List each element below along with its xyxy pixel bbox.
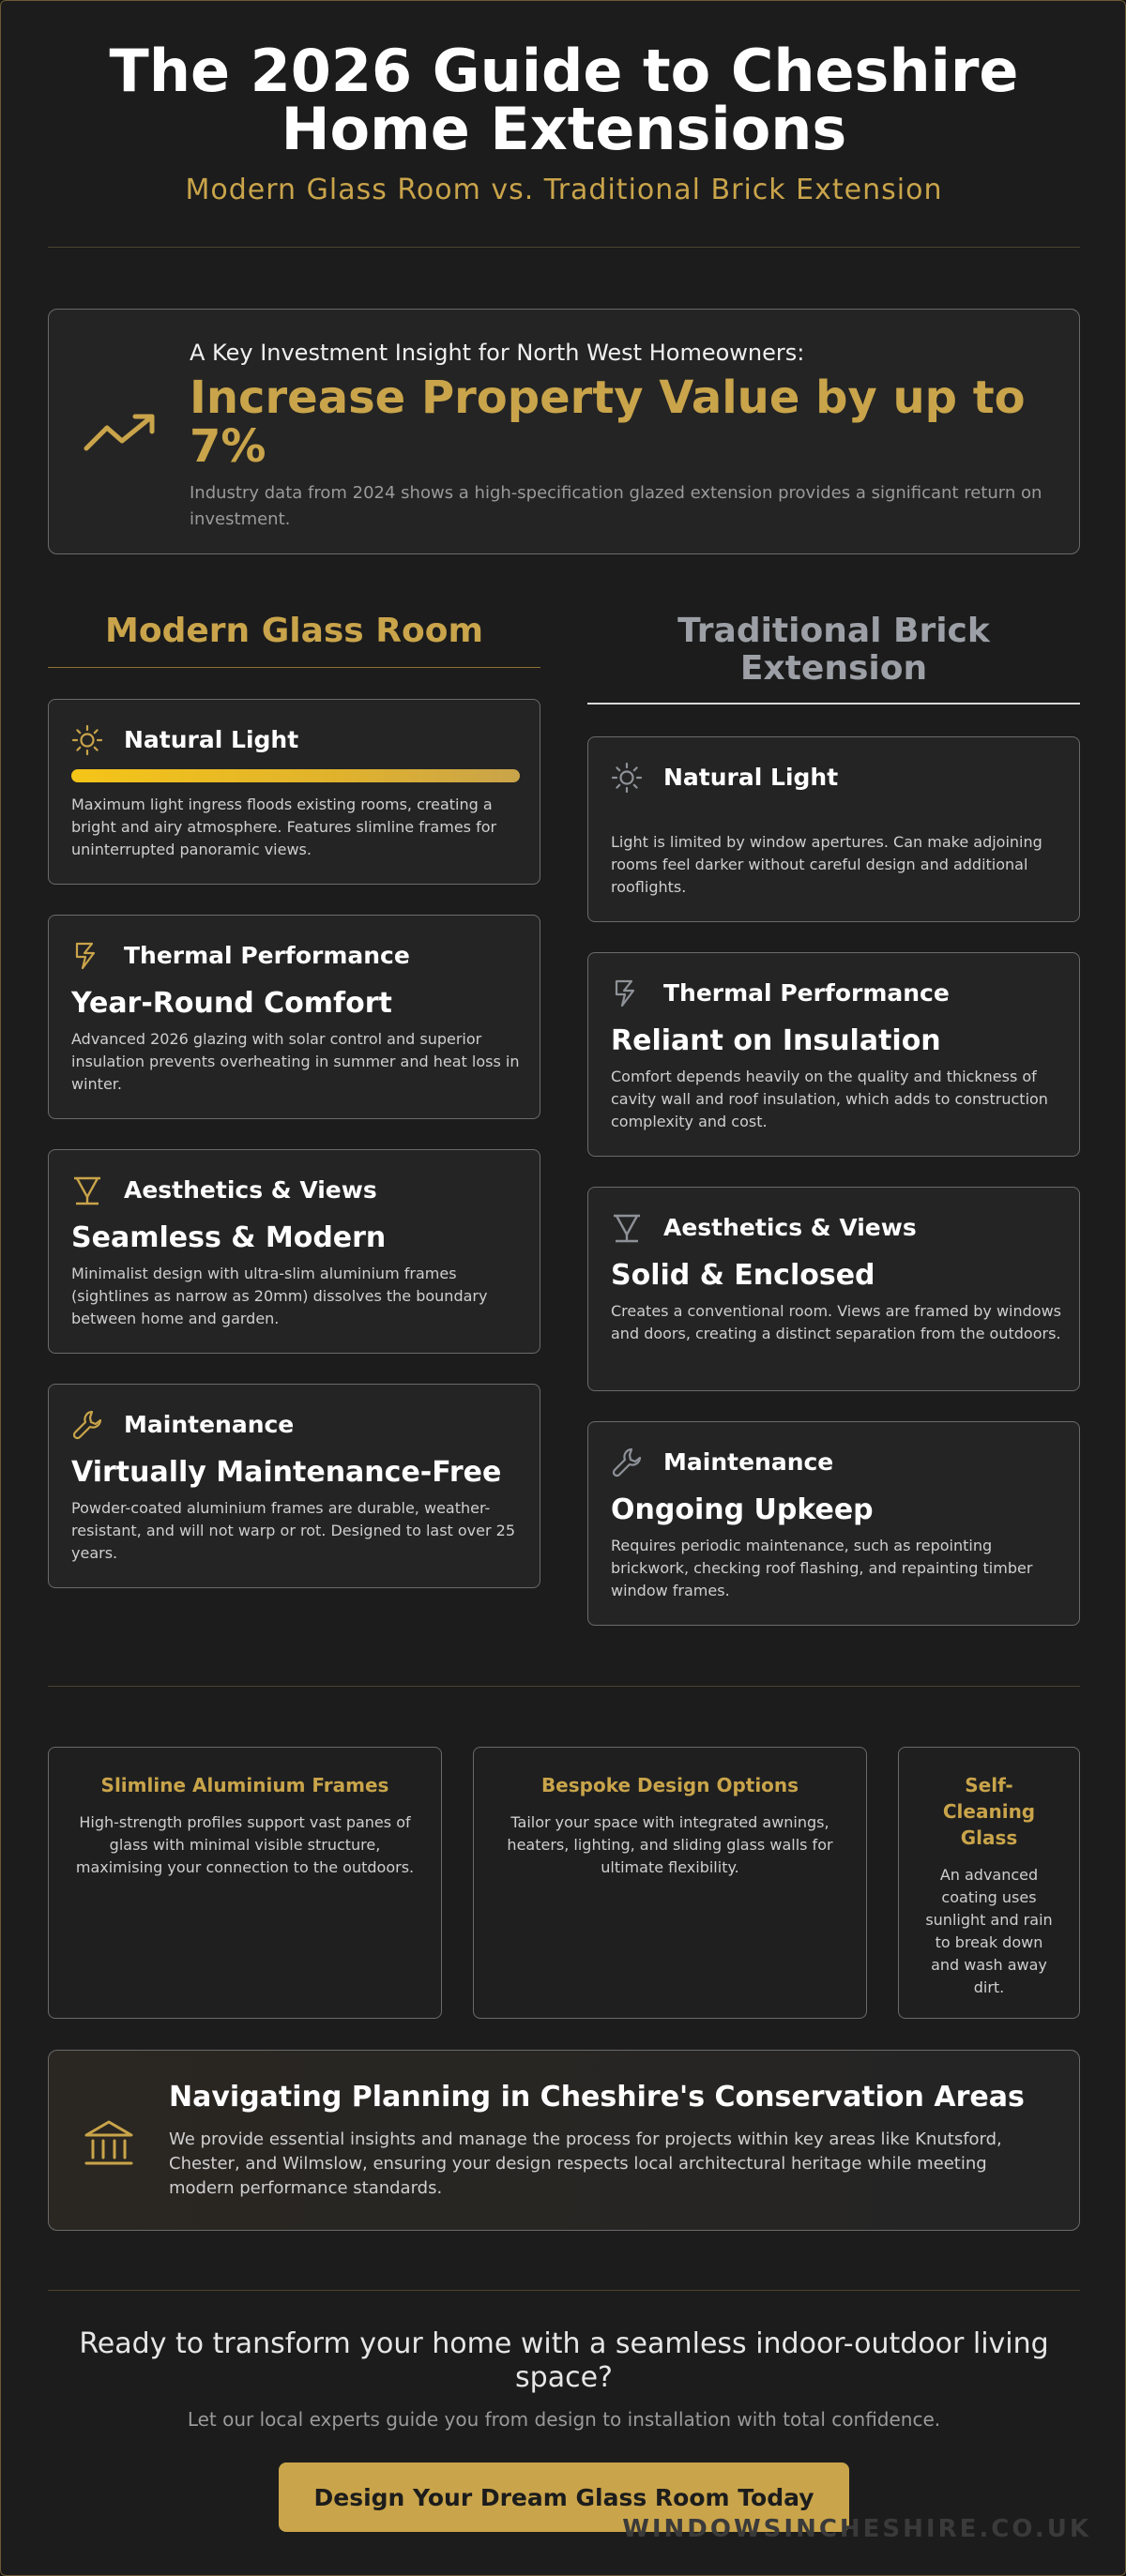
card-body: Advanced 2026 glazing with solar control and superior insulation prevents overheating in summer and heat loss in winter. <box>71 1030 520 1093</box>
feature-body: An advanced coating uses sunlight and rain to break down and wash away dirt. <box>925 1866 1053 1996</box>
card-label: Natural Light <box>663 764 839 791</box>
insight-headline: Increase Property Value by up to 7% <box>190 371 1026 473</box>
card-body: Creates a conventional room. Views are framed by windows and doors, creating a distinct separation from the outdoors. <box>611 1302 1061 1342</box>
feature-title: Self-Cleaning Glass <box>942 1774 1036 1849</box>
feature-title: Bespoke Design Options <box>540 1774 799 1796</box>
title-line-1: The 2026 Guide to Cheshire <box>109 37 1019 105</box>
card-label: Thermal Performance <box>663 979 950 1007</box>
thermal-icon <box>71 940 103 972</box>
card-label: Natural Light <box>124 726 299 753</box>
divider <box>48 247 1080 248</box>
feature-body: High-strength profiles support vast panes of glass with minimal visible structure, maximising your connection to the outdoors. <box>75 1813 415 1876</box>
landmark-icon <box>83 2116 135 2169</box>
design-glass-room-button[interactable]: Design Your Dream Glass Room Today <box>279 2462 849 2532</box>
card-label: Aesthetics & Views <box>124 1176 377 1204</box>
planning-body: We provide essential insights and manage the process for projects within key areas like Knutsford, Chester, and Wilmslow, ensuring your design respects local architectural heritage while meeting modern performance standards. <box>169 2129 1002 2198</box>
card-label: Aesthetics & Views <box>663 1214 917 1241</box>
insight-note: Industry data from 2024 shows a high-specification glazed extension provides a significant return on investment. <box>190 483 1042 529</box>
modern-column-rule <box>48 667 540 668</box>
card-title: Reliant on Insulation <box>611 1024 941 1057</box>
site-watermark: WINDOWSINCHESHIRE.CO.UK <box>622 2515 1091 2543</box>
planning-panel <box>48 2050 1080 2231</box>
card-body: Light is limited by window apertures. Can make adjoining rooms feel darker without careful design and additional rooflights. <box>611 833 1042 896</box>
modern-card-thermal <box>48 915 540 1119</box>
traditional-card-thermal <box>587 952 1080 1157</box>
frame-view-icon <box>611 1212 643 1244</box>
modern-card-maintenance <box>48 1384 540 1588</box>
feature-bespoke-design <box>473 1747 867 2019</box>
card-body: Maximum light ingress floods existing rooms, creating a bright and airy atmosphere. Features slimline frames for uninterrupted panoramic views. <box>71 796 497 858</box>
card-title: Seamless & Modern <box>71 1221 387 1254</box>
card-body: Requires periodic maintenance, such as repointing brickwork, checking roof flashing, and repainting timber window frames. <box>611 1537 1033 1599</box>
wrench-icon <box>611 1447 643 1478</box>
card-title: Ongoing Upkeep <box>611 1493 874 1526</box>
cta-question: Ready to transform your home with a seamless indoor-outdoor living space? <box>79 2327 1049 2394</box>
page-title <box>48 37 1080 163</box>
investment-insight-panel <box>48 309 1080 554</box>
planning-title: Navigating Planning in Cheshire's Conservation Areas <box>169 2081 1025 2114</box>
traditional-card-natural-light <box>587 736 1080 922</box>
card-label: Maintenance <box>124 1411 295 1438</box>
sun-icon <box>71 724 103 756</box>
cta-subtext: Let our local experts guide you from design to installation with total confidence. <box>187 2408 941 2431</box>
card-title: Solid & Enclosed <box>611 1259 875 1292</box>
modern-card-aesthetics <box>48 1149 540 1354</box>
feature-slimline-frames <box>48 1747 442 2019</box>
sun-icon <box>611 762 643 794</box>
traditional-card-aesthetics <box>587 1187 1080 1391</box>
modern-card-natural-light <box>48 699 540 885</box>
card-title: Year-Round Comfort <box>71 987 392 1020</box>
frame-view-icon <box>71 1174 103 1206</box>
card-body: Minimalist design with ultra-slim aluminium frames (sightlines as narrow as 20mm) dissolves the boundary between home and garden. <box>71 1265 488 1327</box>
wrench-icon <box>71 1409 103 1441</box>
card-body: Powder-coated aluminium frames are durable, weather-resistant, and will not warp or rot. Designed to last over 25 years. <box>71 1499 516 1562</box>
trending-up-icon <box>83 409 160 454</box>
traditional-column-heading: Traditional Brick Extension <box>677 612 990 688</box>
divider <box>48 1686 1080 1687</box>
feature-title: Slimline Aluminium Frames <box>100 1774 389 1796</box>
card-label: Maintenance <box>663 1448 834 1476</box>
feature-body: Tailor your space with integrated awnings, heaters, lighting, and sliding glass walls for ultimate flexibility. <box>507 1813 833 1876</box>
thermal-icon <box>611 977 643 1009</box>
divider <box>48 2290 1080 2291</box>
insight-kicker: A Key Investment Insight for North West Homeowners: <box>190 340 805 366</box>
card-title: Virtually Maintenance-Free <box>71 1456 502 1489</box>
page-subtitle: Modern Glass Room vs. Traditional Brick Extension <box>185 174 943 206</box>
card-label: Thermal Performance <box>124 942 410 969</box>
title-line-2: Home Extensions <box>281 95 847 163</box>
traditional-column-rule <box>587 703 1080 705</box>
card-body: Comfort depends heavily on the quality and thickness of cavity wall and roof insulation, which adds to construction complexity and cost. <box>611 1068 1048 1130</box>
feature-self-cleaning-glass <box>898 1747 1080 2019</box>
header <box>48 37 1080 206</box>
traditional-card-maintenance <box>587 1421 1080 1626</box>
modern-column-heading: Modern Glass Room <box>105 612 483 650</box>
light-level-bar <box>71 769 520 782</box>
